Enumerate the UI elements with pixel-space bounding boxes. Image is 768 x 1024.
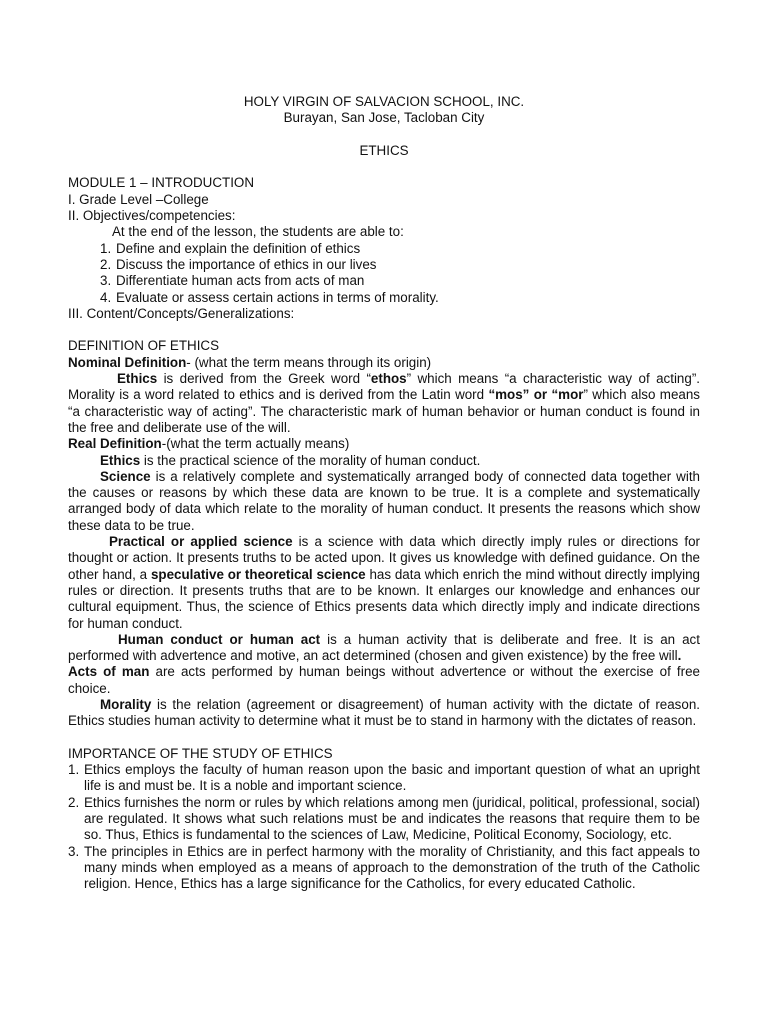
list-item [100, 241, 700, 257]
list-number: 3. [68, 843, 80, 859]
grade-level: I. Grade Level –College [68, 191, 209, 207]
ethos-paragraph: Ethics is derived from the Greek word “ethos” which means “a characteristic way of acting”. Morality is a word related to ethics and is derived from the Latin word “mos” or “mor” which also means “a characteristic way of acting”. The characteristic mark of human behavior or human conduct is found in the free and deliberate use of the will. [68, 371, 700, 435]
school-address: Burayan, San Jose, Tacloban City [283, 110, 485, 126]
real-definition-line: Real Definition-(what the term actually means) [68, 436, 350, 452]
definition-heading: DEFINITION OF ETHICS [68, 338, 220, 354]
objectives-heading: II. Objectives/competencies: [68, 208, 236, 224]
list-number: 1. [68, 762, 80, 778]
science-paragraph: Science is a relatively complete and systematically arranged body of connected data together with the causes or reasons by which these data are known to be true. It is a complete and systematically arranged body of data which relate to the morality of human conduct. It presents the reasons which show these data to be true. [68, 468, 700, 533]
human-act-paragraph: Human conduct or human act is a human activity that is deliberate and free. It is an act performed with advertence and motive, an act determined (chosen and given existence) by the free will. Acts of man are acts performed by human beings without advertence or without the exercise of free choice. [68, 631, 701, 696]
real-term: Real Definition [68, 436, 162, 452]
list-number: 1. [100, 240, 112, 256]
list-text: Ethics furnishes the norm or rules by which relations among men (juridical, political, professional, social) are regulated. It shows what such relations must be and indicates the reasons that require them to be so. Thus, Ethics is fundamental to the sciences of Law, Medicine, Political Economy, Sociology, etc. [84, 794, 700, 843]
list-text: Differentiate human acts from acts of man [116, 273, 365, 289]
subject-title: ETHICS [359, 142, 409, 158]
nominal-definition-line: Nominal Definition- (what the term means through its origin) [68, 354, 432, 370]
list-text: Discuss the importance of ethics in our lives [116, 256, 377, 272]
school-name: HOLY VIRGIN OF SALVACION SCHOOL, INC. [243, 94, 525, 109]
ethics-definition: Ethics is the practical science of the morality of human conduct. [100, 452, 481, 468]
list-text: The principles in Ethics are in perfect harmony with the morality of Christianity, and this fact appeals to many minds when employed as a means of approach to the demonstration of the truth of the Catholic religion. Hence, Ethics has a large significance for the Catholics, for every educated Catholic. [84, 843, 700, 892]
list-number: 2. [68, 794, 80, 810]
objectives-list [68, 241, 700, 306]
content-heading: III. Content/Concepts/Generalizations: [68, 305, 295, 321]
practical-science-paragraph: Practical or applied science is a science with data which directly imply rules or directions for thought or action. It presents truths to be acted upon. It gives us knowledge with defined guidance. On the other hand, a speculative or theoretical science has data which enrich the mind without directly implying rules or direction. It presents truths that are to be known. It enlarges our knowledge and enhances our cultural equipment. Thus, the science of Ethics presents data which directly imply and indicate directions for human conduct. [68, 534, 700, 631]
list-text: Evaluate or assess certain actions in terms of morality. [116, 289, 439, 305]
importance-heading: IMPORTANCE OF THE STUDY OF ETHICS [68, 745, 333, 761]
module-title: MODULE 1 – INTRODUCTION [68, 175, 254, 191]
nominal-term: Nominal Definition [68, 354, 187, 370]
list-item [100, 257, 700, 273]
list-item [100, 273, 700, 289]
list-number: 4. [100, 289, 112, 305]
list-item [100, 290, 700, 306]
objectives-intro: At the end of the lesson, the students are able to: [112, 224, 404, 240]
morality-paragraph: Morality is the relation (agreement or disagreement) of human activity with the dictate of reason. Ethics studies human activity to determine what it must be to stand in harmony with the dictates of reason. [68, 696, 700, 729]
document-page [68, 94, 700, 893]
list-number: 3. [100, 273, 112, 289]
list-item [68, 844, 700, 893]
list-text: Define and explain the definition of ethics [116, 240, 361, 256]
list-item [68, 795, 700, 844]
list-number: 2. [100, 256, 112, 272]
list-text: Ethics employs the faculty of human reason upon the basic and important question of what an upright life is and must be. It is a noble and important science. [84, 762, 700, 794]
list-item [68, 762, 700, 795]
